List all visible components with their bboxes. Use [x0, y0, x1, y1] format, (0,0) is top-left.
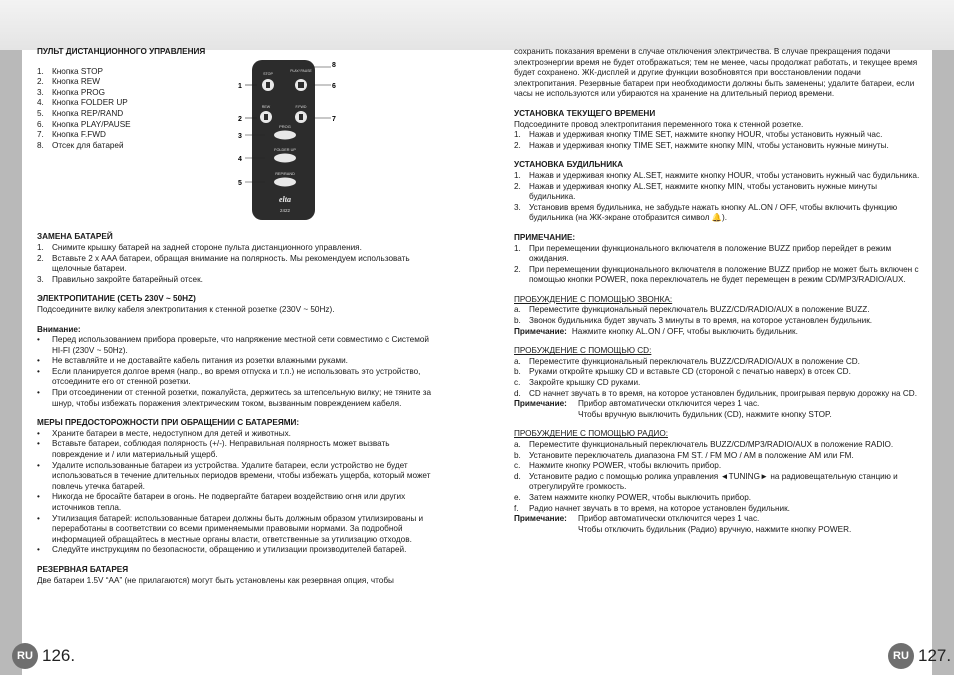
callout-2: 2	[238, 116, 242, 123]
list-item: d. CD начнет звучать в то время, на которое установлен будильник, проигрывая первую дорожку на CD.	[514, 388, 917, 398]
callout-8: 8	[332, 62, 336, 69]
list-item: 2. Нажав и удерживая кнопку AL.SET, нажмите кнопку MIN, чтобы установить нужные минуты будильника.	[514, 181, 877, 202]
ffwd-label: F.FWD	[295, 105, 307, 109]
backup-title: РЕЗЕРВНАЯ БАТАРЕЯ	[37, 564, 129, 574]
callout-3: 3	[238, 133, 242, 140]
list-item: 2. Нажав и удерживая кнопку TIME SET, нажмите кнопку MIN, чтобы установить нужные минуты.	[514, 140, 889, 150]
left-margin-bar	[0, 50, 22, 675]
cd-note: Примечание: Прибор автоматически отключится через 1 час.	[514, 399, 760, 409]
list-item: 8. Отсек для батарей	[37, 140, 124, 150]
folder-up-label: FOLDER UP	[274, 148, 296, 152]
folder-up-button	[274, 154, 296, 163]
list-item: f. Радио начнет звучать в то время, на которое установлен будильник.	[514, 503, 790, 513]
power-text: Подсоедините вилку кабеля электропитания к стенной розетке (230V ~ 50Hz).	[37, 304, 335, 314]
bullet-item: • Утилизация батарей: использованные батареи должны быть должным образом утилизированы и переработаны в соответствии со всеми применяемыми правовыми нормами. За подробной информацией обращайтесь в местные органы власти, ответственные за утилизацию отходов.	[37, 513, 424, 544]
callout-5: 5	[238, 180, 242, 187]
list-item: a. Переместите функциональный переключатель BUZZ/CD/RADIO/AUX в положение BUZZ.	[514, 305, 870, 315]
buzz-note: Примечание: Нажмите кнопку AL.ON / OFF, чтобы выключить будильник.	[514, 326, 798, 336]
callout-1: 1	[238, 83, 242, 90]
stop-label: STOP	[263, 72, 273, 76]
page-number: 127.	[918, 646, 952, 665]
list-item: 2. При перемещении функционального включателя в положение BUZZ прибор не может быть включен с помощью кнопки POWER, пока переключатель не будет перемещен в режим CD/MP3/RADIO/AUX.	[514, 264, 919, 285]
page-number: 126.	[42, 646, 76, 665]
bullet-item: • При отсоединении от стенной розетки, пожалуйста, держитесь за штепсельную вилку; не тяните за шнур, чтобы избежать поражения электрическим током, вызванным повреждением кабеля.	[37, 388, 432, 408]
safety-title: МЕРЫ ПРЕДОСТОРОЖНОСТИ ПРИ ОБРАЩЕНИИ С БАТАРЕЯМИ:	[37, 418, 300, 428]
list-item: 3. Кнопка PROG	[37, 87, 105, 97]
rep-rand-label: REP/RAND	[275, 172, 295, 176]
list-item: b. Руками откройте крышку CD и вставьте CD (стороной с печатью наверх) в отсек CD.	[514, 367, 851, 377]
attention-title: Внимание:	[37, 324, 81, 334]
radio-note: Примечание: Прибор автоматически отключится через 1 час.	[514, 514, 760, 524]
bullet-item: • Если планируется долгое время (напр., во время отпуска и т.п.) не использовать это устройство, отсоедините его от стенной розетки.	[37, 366, 421, 387]
list-item: 1. Нажав и удерживая кнопку AL.SET, нажмите кнопку HOUR, чтобы установить нужный час будильника.	[514, 170, 920, 180]
list-item: 2. Кнопка REW	[37, 77, 100, 87]
list-item: c. Нажмите кнопку POWER, чтобы включить прибор.	[514, 461, 722, 471]
bullet-item: • Перед использованием прибора проверьте, что напряжение местной сети совместимо с Системой HI-FI (230V ~ 50Hz).	[37, 335, 429, 355]
callout-7: 7	[332, 116, 336, 123]
cd-note-2: Чтобы вручную выключить будильник (CD), нажмите кнопку STOP.	[578, 409, 832, 419]
power-title: ЭЛЕКТРОПИТАНИЕ (СЕТЬ 230V ~ 50HZ)	[37, 294, 196, 304]
bullet-item: • Храните батареи в месте, недоступном для детей и животных.	[37, 428, 291, 438]
battery-title: ЗАМЕНА БАТАРЕЙ	[37, 232, 113, 242]
list-item: a. Переместите функциональный переключатель BUZZ/CD/RADIO/AUX в положение CD.	[514, 356, 860, 366]
bullet-item: • Удалите использованные батареи из устройства. Удалите батареи, если устройство не будет использоваться в течение длительных периодов времени, чтобы избежать ущерба, который может повлечь утечка батарей.	[37, 460, 431, 491]
list-item: b. Установите переключатель диапазона FM ST. / FM MO / AM в положение AM или FM.	[514, 450, 854, 460]
model-label: 2422	[279, 208, 291, 213]
list-item: b. Звонок будильника будет звучать 3 минуты в то время, на которое установлен будильник.	[514, 316, 873, 326]
note-title: ПРИМЕЧАНИЕ:	[514, 232, 576, 242]
remote-title: ПУЛЬТ ДИСТАНЦИОННОГО УПРАВЛЕНИЯ	[37, 47, 206, 56]
language-badge: RU	[12, 643, 38, 669]
list-item: 1. При перемещении функционального включателя в положение BUZZ прибор перейдет в режим ожидания.	[514, 243, 892, 264]
bullet-item: • Вставьте батареи, соблюдая полярность (+/-). Неправильная полярность может вызвать повреждение и / или материальный ущерб.	[37, 439, 390, 460]
bullet-item: • Не вставляйте и не доставайте кабель питания из розетки влажными руками.	[37, 356, 348, 366]
list-item: 3. Правильно закройте батарейный отсек.	[37, 274, 203, 284]
time-title: УСТАНОВКА ТЕКУЩЕГО ВРЕМЕНИ	[514, 108, 656, 118]
backup-text: Две батареи 1.5V “AA” (не прилагаются) могут быть установлены как резервная опция, чтобы	[37, 575, 394, 585]
cd-title: ПРОБУЖДЕНИЕ С ПОМОЩЬЮ CD:	[514, 346, 652, 356]
right-page-number	[888, 643, 951, 669]
callout-6: 6	[332, 83, 336, 90]
callout-4: 4	[238, 156, 242, 163]
list-item: 1. Нажав и удерживая кнопку TIME SET, нажмите кнопку HOUR, чтобы установить нужный час.	[514, 130, 883, 140]
radio-note-2: Чтобы отключить будильник (Радио) вручную, нажмите кнопку POWER.	[578, 524, 852, 534]
right-margin-bar	[932, 50, 954, 675]
list-item: 4. Кнопка FOLDER UP	[37, 98, 128, 108]
bullet-item: • Никогда не бросайте батареи в огонь. Не подвергайте батареи воздействию огня или других источников тепла.	[37, 492, 406, 512]
prog-label: PROG	[279, 124, 291, 129]
list-item: 1. Кнопка STOP	[37, 66, 104, 76]
intro-text: сохранить показания времени в случае отключения электричества. В случае прекращения подачи электроэнергии время не будет отображаться; тем не менее, часы продолжат работать, и текущее время будет сохранено. ЖК-дисплей и другие функции возобновятся при восстановлении подачи электропитания. Резервные батареи при необходимости должны быть заменены; удалите батареи, если часы не используются или убираются на хранение на длительный период времени.	[514, 47, 918, 99]
alarm-title: УСТАНОВКА БУДИЛЬНИКА	[514, 160, 623, 170]
list-item: 7. Кнопка F.FWD	[37, 130, 106, 140]
list-item: 2. Вставьте 2 x AAA батареи, обращая внимание на полярность. Мы рекомендуем использовать щелочные батареи.	[37, 253, 410, 274]
rep-rand-button	[274, 178, 296, 187]
list-item: c. Закройте крышку CD руками.	[514, 378, 641, 388]
buzz-title: ПРОБУЖДЕНИЕ С ПОМОЩЬЮ ЗВОНКА:	[514, 294, 673, 304]
language-badge: RU	[888, 643, 914, 669]
list-item: 3. Установив время будильника, не забудьте нажать кнопку AL.ON / OFF, чтобы включить функцию будильника (на ЖК-экране отобразится символ 🔔).	[514, 202, 898, 223]
list-item: 1. Снимите крышку батарей на задней стороне пульта дистанционного управления.	[37, 242, 362, 252]
list-item: a. Переместите функциональный переключатель BUZZ/CD/MP3/RADIO/AUX в положение RADIO.	[514, 440, 894, 449]
header-band	[0, 0, 954, 50]
list-item: 5. Кнопка REP/RAND	[37, 108, 124, 118]
brand-logo: elta	[279, 195, 291, 204]
play-pause-label: PLAY/ PAUSE	[290, 69, 312, 73]
prog-button	[274, 131, 296, 140]
left-page-number	[12, 643, 75, 669]
list-item: 6. Кнопка PLAY/PAUSE	[37, 119, 131, 129]
radio-title: ПРОБУЖДЕНИЕ С ПОМОЩЬЮ РАДИО:	[514, 429, 668, 439]
list-item: e. Затем нажмите кнопку POWER, чтобы выключить прибор.	[514, 492, 752, 502]
right-page	[514, 47, 920, 535]
bullet-item: • Следуйте инструкциям по безопасности, обращению и утилизации производителей батарей.	[37, 545, 407, 555]
time-text: Подсоедините провод электропитания переменного тока к стенной розетке.	[514, 119, 804, 129]
rew-label: REW	[261, 105, 271, 109]
remote-control-illustration	[235, 58, 347, 223]
list-item: d. Установите радио с помощью ролика управления ◄TUNING► на радиовещательную станцию и отрегулируйте громкость.	[514, 471, 898, 492]
